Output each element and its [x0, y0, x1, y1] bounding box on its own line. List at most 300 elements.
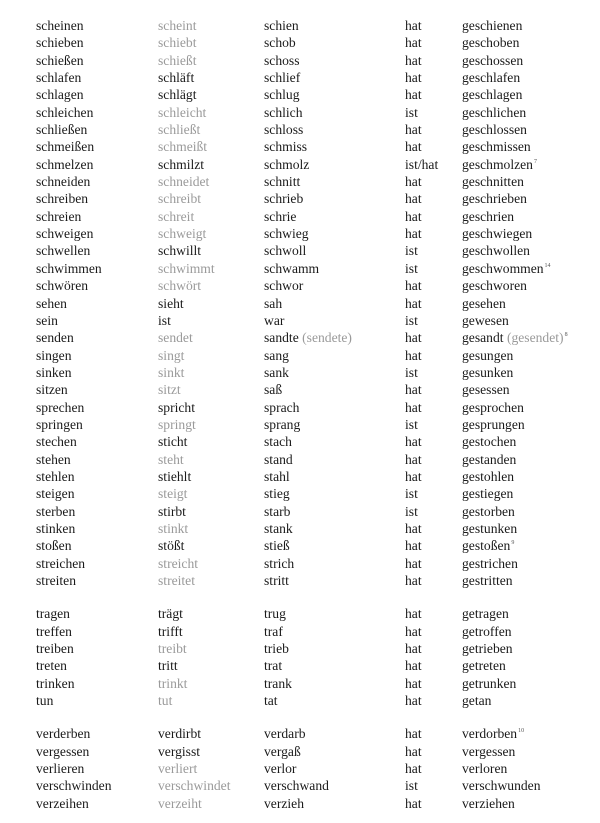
auxiliary-cell: [405, 156, 462, 173]
infinitive: stoßen: [36, 538, 72, 554]
participle-cell: [462, 312, 576, 329]
auxiliary: hat: [405, 743, 422, 759]
participle-cell: [462, 795, 576, 812]
infinitive-cell: [36, 657, 158, 674]
verb-row: [36, 17, 576, 34]
verb-row: [36, 605, 576, 622]
preterite-cell: [264, 312, 405, 329]
present-3sg: spricht: [158, 399, 195, 415]
preterite-cell: [264, 433, 405, 450]
infinitive: sitzen: [36, 382, 68, 398]
preterite: verzieh: [264, 795, 304, 811]
auxiliary-cell: [405, 208, 462, 225]
infinitive-cell: [36, 121, 158, 138]
preterite: schnitt: [264, 174, 301, 190]
participle-cell: [462, 572, 576, 589]
infinitive: schlagen: [36, 87, 84, 103]
preterite: starb: [264, 503, 291, 519]
participle-cell: [462, 17, 576, 34]
infinitive-cell: [36, 69, 158, 86]
past-participle: geschnitten: [462, 174, 524, 190]
auxiliary-cell: [405, 260, 462, 277]
present-cell: [158, 34, 264, 51]
past-participle: geschossen: [462, 52, 524, 68]
infinitive: schlafen: [36, 70, 82, 86]
present-cell: [158, 399, 264, 416]
preterite-cell: [264, 138, 405, 155]
preterite-cell: [264, 605, 405, 622]
preterite-cell: [264, 156, 405, 173]
present-cell: [158, 52, 264, 69]
auxiliary: hat: [405, 52, 422, 68]
infinitive: treten: [36, 658, 67, 674]
auxiliary: hat: [405, 191, 422, 207]
infinitive-cell: [36, 190, 158, 207]
infinitive: vergessen: [36, 743, 90, 759]
participle-cell: [462, 34, 576, 51]
infinitive-cell: [36, 468, 158, 485]
preterite: verlor: [264, 761, 297, 777]
participle-cell: [462, 69, 576, 86]
infinitive: schmelzen: [36, 156, 94, 172]
preterite: schlief: [264, 70, 301, 86]
verb-row: [36, 537, 576, 554]
participle-cell: [462, 657, 576, 674]
verb-row: [36, 225, 576, 242]
past-participle: gesandt: [462, 330, 504, 346]
auxiliary: hat: [405, 399, 422, 415]
preterite: schwoll: [264, 243, 307, 259]
auxiliary-cell: [405, 121, 462, 138]
infinitive: stehlen: [36, 468, 75, 484]
infinitive-cell: [36, 555, 158, 572]
infinitive: tun: [36, 693, 54, 709]
verb-row: [36, 675, 576, 692]
infinitive-cell: [36, 364, 158, 381]
preterite: schlug: [264, 87, 300, 103]
present-3sg: treibt: [158, 641, 187, 657]
infinitive: verschwinden: [36, 778, 112, 794]
present-cell: [158, 156, 264, 173]
past-participle: gestohlen: [462, 468, 515, 484]
preterite: trug: [264, 606, 286, 622]
infinitive: senden: [36, 330, 74, 346]
preterite-cell: [264, 86, 405, 103]
infinitive-cell: [36, 173, 158, 190]
past-participle: gesehen: [462, 295, 506, 311]
present-3sg: stirbt: [158, 503, 186, 519]
infinitive: sein: [36, 312, 58, 328]
infinitive-cell: [36, 503, 158, 520]
preterite: schob: [264, 35, 296, 51]
preterite-cell: [264, 34, 405, 51]
irregular-verb-table: [36, 17, 576, 812]
auxiliary: hat: [405, 278, 422, 294]
present-cell: [158, 760, 264, 777]
present-3sg: tritt: [158, 658, 178, 674]
preterite-cell: [264, 121, 405, 138]
auxiliary-cell: [405, 468, 462, 485]
past-participle: vergessen: [462, 743, 516, 759]
verb-row: [36, 34, 576, 51]
past-participle: getragen: [462, 606, 509, 622]
participle-cell: [462, 52, 576, 69]
participle-cell: [462, 520, 576, 537]
preterite-cell: [264, 725, 405, 742]
infinitive: schieben: [36, 35, 84, 51]
group-spacer: [36, 589, 576, 605]
preterite-cell: [264, 795, 405, 812]
present-cell: [158, 104, 264, 121]
participle-cell: [462, 225, 576, 242]
verb-row: [36, 399, 576, 416]
preterite: verdarb: [264, 726, 306, 742]
present-3sg: schwimmt: [158, 260, 215, 276]
infinitive-cell: [36, 277, 158, 294]
participle-cell: [462, 208, 576, 225]
participle-cell: [462, 156, 576, 173]
verb-table-body: [36, 17, 576, 812]
auxiliary: ist: [405, 364, 418, 380]
auxiliary: hat: [405, 538, 422, 554]
infinitive-cell: [36, 760, 158, 777]
preterite-cell: [264, 657, 405, 674]
preterite-cell: [264, 760, 405, 777]
present-cell: [158, 329, 264, 346]
infinitive: schwimmen: [36, 260, 102, 276]
preterite-cell: [264, 623, 405, 640]
preterite-cell: [264, 503, 405, 520]
auxiliary: hat: [405, 520, 422, 536]
participle-cell: [462, 433, 576, 450]
past-participle: geschmolzen: [462, 156, 533, 172]
verb-row: [36, 433, 576, 450]
preterite-cell: [264, 104, 405, 121]
preterite: sank: [264, 364, 289, 380]
verb-row: [36, 121, 576, 138]
present-3sg: schweigt: [158, 226, 207, 242]
participle-cell: [462, 623, 576, 640]
preterite-cell: [264, 347, 405, 364]
infinitive: sinken: [36, 364, 72, 380]
preterite: schoss: [264, 52, 300, 68]
preterite-cell: [264, 381, 405, 398]
verb-row: [36, 347, 576, 364]
present-cell: [158, 520, 264, 537]
participle-cell: [462, 777, 576, 794]
present-cell: [158, 743, 264, 760]
auxiliary-cell: [405, 692, 462, 709]
present-cell: [158, 86, 264, 103]
past-participle: gestanden: [462, 451, 517, 467]
present-3sg: stößt: [158, 538, 185, 554]
past-participle: verdorben: [462, 726, 518, 742]
auxiliary-cell: [405, 795, 462, 812]
auxiliary-cell: [405, 329, 462, 346]
verb-row: [36, 777, 576, 794]
auxiliary: hat: [405, 658, 422, 674]
infinitive: streichen: [36, 555, 86, 571]
present-3sg: verdirbt: [158, 726, 202, 742]
auxiliary-cell: [405, 34, 462, 51]
past-participle: gesessen: [462, 382, 510, 398]
past-participle: gestrichen: [462, 555, 518, 571]
verb-row: [36, 503, 576, 520]
verb-row: [36, 260, 576, 277]
auxiliary: ist: [405, 416, 418, 432]
present-cell: [158, 657, 264, 674]
present-cell: [158, 347, 264, 364]
auxiliary-cell: [405, 295, 462, 312]
past-participle: gesunken: [462, 364, 514, 380]
infinitive: schneiden: [36, 174, 91, 190]
infinitive: treffen: [36, 623, 72, 639]
present-3sg: schneidet: [158, 174, 210, 190]
auxiliary: hat: [405, 35, 422, 51]
verb-row: [36, 173, 576, 190]
infinitive: schwören: [36, 278, 89, 294]
auxiliary-cell: [405, 381, 462, 398]
present-cell: [158, 295, 264, 312]
present-3sg: schläft: [158, 70, 195, 86]
present-cell: [158, 416, 264, 433]
preterite: stank: [264, 520, 293, 536]
participle-cell: [462, 242, 576, 259]
auxiliary: hat: [405, 87, 422, 103]
preterite-cell: [264, 777, 405, 794]
present-cell: [158, 555, 264, 572]
participle-cell: [462, 640, 576, 657]
infinitive-cell: [36, 225, 158, 242]
auxiliary: hat: [405, 434, 422, 450]
infinitive-cell: [36, 208, 158, 225]
auxiliary: ist: [405, 104, 418, 120]
participle-cell: [462, 86, 576, 103]
present-cell: [158, 173, 264, 190]
auxiliary-cell: [405, 572, 462, 589]
auxiliary-cell: [405, 605, 462, 622]
infinitive-cell: [36, 675, 158, 692]
footnote-marker: 10: [518, 728, 525, 735]
verb-row: [36, 572, 576, 589]
auxiliary: hat: [405, 18, 422, 33]
preterite: stieß: [264, 538, 290, 554]
auxiliary-cell: [405, 17, 462, 34]
past-participle: geschrien: [462, 208, 515, 224]
verb-row: [36, 329, 576, 346]
present-3sg: schiebt: [158, 35, 197, 51]
verb-row: [36, 69, 576, 86]
preterite: war: [264, 312, 285, 328]
participle-cell: [462, 725, 576, 742]
past-participle: geschwiegen: [462, 226, 533, 242]
present-cell: [158, 777, 264, 794]
verb-row: [36, 156, 576, 173]
preterite: stahl: [264, 468, 290, 484]
present-3sg: sticht: [158, 434, 188, 450]
preterite-cell: [264, 743, 405, 760]
verb-row: [36, 725, 576, 742]
present-3sg: streitet: [158, 573, 195, 588]
infinitive-cell: [36, 692, 158, 709]
past-participle: geschlafen: [462, 70, 521, 86]
participle-cell: [462, 468, 576, 485]
verb-row: [36, 104, 576, 121]
preterite-cell: [264, 537, 405, 554]
present-cell: [158, 675, 264, 692]
infinitive: singen: [36, 347, 72, 363]
infinitive: schmeißen: [36, 139, 95, 155]
preterite: sang: [264, 347, 289, 363]
auxiliary: ist: [405, 312, 418, 328]
infinitive-cell: [36, 485, 158, 502]
infinitive: sehen: [36, 295, 67, 311]
past-participle: geschrieben: [462, 191, 527, 207]
verb-row: [36, 138, 576, 155]
present-3sg: tut: [158, 693, 173, 709]
infinitive: sprechen: [36, 399, 85, 415]
preterite: schwamm: [264, 260, 320, 276]
past-participle: geschienen: [462, 18, 523, 33]
auxiliary: hat: [405, 139, 422, 155]
present-cell: [158, 503, 264, 520]
present-3sg: schwört: [158, 278, 202, 294]
preterite: schlich: [264, 104, 303, 120]
participle-cell: [462, 743, 576, 760]
present-cell: [158, 381, 264, 398]
participle-cell: [462, 555, 576, 572]
footnote-marker: 9: [511, 540, 515, 547]
infinitive-cell: [36, 381, 158, 398]
present-3sg: steht: [158, 451, 184, 467]
verb-row: [36, 520, 576, 537]
participle-cell: [462, 329, 576, 346]
infinitive: schweigen: [36, 226, 94, 242]
present-cell: [158, 433, 264, 450]
infinitive-cell: [36, 329, 158, 346]
footnote-marker: 7: [533, 158, 537, 165]
preterite-cell: [264, 416, 405, 433]
present-3sg: schwillt: [158, 243, 202, 259]
infinitive-cell: [36, 347, 158, 364]
auxiliary-cell: [405, 69, 462, 86]
past-participle: gestiegen: [462, 486, 514, 502]
infinitive-cell: [36, 640, 158, 657]
verb-row: [36, 692, 576, 709]
preterite-cell: [264, 329, 405, 346]
past-participle: gestritten: [462, 573, 513, 588]
infinitive: treiben: [36, 641, 74, 657]
past-participle: geschworen: [462, 278, 527, 294]
verb-row: [36, 242, 576, 259]
present-3sg: sitzt: [158, 382, 181, 398]
participle-cell: [462, 485, 576, 502]
present-3sg: verzeiht: [158, 795, 202, 811]
participle-cell: [462, 364, 576, 381]
present-3sg: verschwindet: [158, 778, 231, 794]
preterite-cell: [264, 260, 405, 277]
infinitive: stehen: [36, 451, 71, 467]
past-participle: geschoben: [462, 35, 520, 51]
past-participle: verloren: [462, 761, 508, 777]
verb-row: [36, 277, 576, 294]
infinitive: schwellen: [36, 243, 91, 259]
auxiliary: hat: [405, 347, 422, 363]
participle-cell: [462, 760, 576, 777]
present-3sg: sinkt: [158, 364, 185, 380]
infinitive: schießen: [36, 52, 84, 68]
infinitive: verlieren: [36, 761, 85, 777]
preterite-cell: [264, 190, 405, 207]
preterite-cell: [264, 242, 405, 259]
present-cell: [158, 485, 264, 502]
auxiliary-cell: [405, 225, 462, 242]
past-participle: verschwunden: [462, 778, 541, 794]
infinitive-cell: [36, 605, 158, 622]
infinitive-cell: [36, 572, 158, 589]
infinitive-cell: [36, 743, 158, 760]
auxiliary: ist: [405, 260, 418, 276]
verb-row: [36, 743, 576, 760]
preterite-cell: [264, 675, 405, 692]
present-cell: [158, 692, 264, 709]
present-3sg: trinkt: [158, 675, 188, 691]
preterite: tat: [264, 693, 278, 709]
auxiliary-cell: [405, 86, 462, 103]
present-3sg: trägt: [158, 606, 183, 622]
auxiliary-cell: [405, 138, 462, 155]
past-participle: getan: [462, 693, 492, 709]
verb-row: [36, 190, 576, 207]
auxiliary-cell: [405, 760, 462, 777]
auxiliary-cell: [405, 242, 462, 259]
preterite: sprach: [264, 399, 300, 415]
preterite: schwor: [264, 278, 304, 294]
verb-row: [36, 760, 576, 777]
past-participle: geschmissen: [462, 139, 531, 155]
auxiliary: hat: [405, 675, 422, 691]
preterite: stand: [264, 451, 293, 467]
participle-cell: [462, 675, 576, 692]
infinitive-cell: [36, 399, 158, 416]
preterite-cell: [264, 468, 405, 485]
verb-row: [36, 555, 576, 572]
present-3sg: sieht: [158, 295, 184, 311]
infinitive-cell: [36, 138, 158, 155]
present-3sg: schleicht: [158, 104, 207, 120]
auxiliary: hat: [405, 122, 422, 138]
infinitive: verzeihen: [36, 795, 89, 811]
participle-cell: [462, 399, 576, 416]
preterite-cell: [264, 17, 405, 34]
infinitive-cell: [36, 623, 158, 640]
verb-row: [36, 795, 576, 812]
auxiliary-cell: [405, 520, 462, 537]
present-3sg: stiehlt: [158, 468, 192, 484]
auxiliary: hat: [405, 795, 422, 811]
verb-row: [36, 381, 576, 398]
infinitive: sterben: [36, 503, 76, 519]
preterite: vergaß: [264, 743, 301, 759]
auxiliary-cell: [405, 503, 462, 520]
present-3sg: schießt: [158, 52, 197, 68]
preterite-cell: [264, 295, 405, 312]
auxiliary: hat: [405, 693, 422, 709]
present-3sg: schlägt: [158, 87, 197, 103]
past-participle: getreten: [462, 658, 506, 674]
auxiliary-cell: [405, 277, 462, 294]
preterite: sprang: [264, 416, 301, 432]
